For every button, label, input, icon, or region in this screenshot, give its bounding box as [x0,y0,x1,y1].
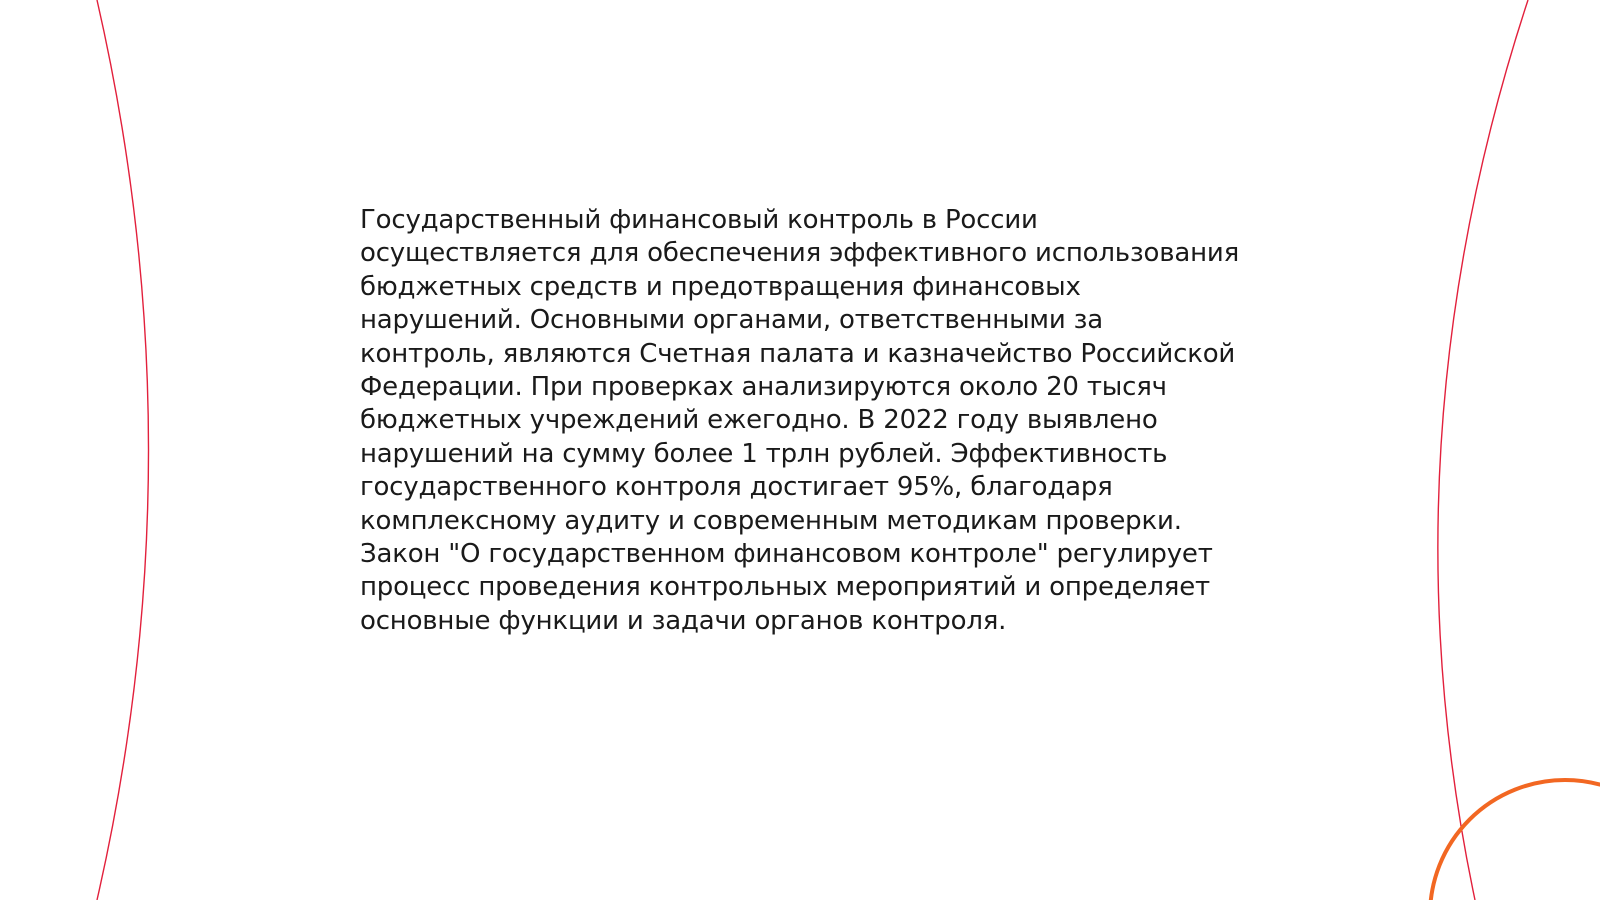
paragraph-line: основные функции и задачи органов контроля. [360,605,1007,636]
paragraph-line: бюджетных учреждений ежегодно. В 2022 году выявлено [360,405,1158,436]
left-curve-line [97,0,149,900]
paragraph-line: Федерации. При проверках анализируются около 20 тысяч [360,372,1167,403]
paragraph-line: процесс проведения контрольных мероприятий и определяет [360,572,1210,603]
paragraph-line: нарушений на сумму более 1 трлн рублей. Эффективность [360,438,1168,469]
paragraph-line: бюджетных средств и предотвращения финансовых [360,271,1081,302]
right-curve-line [1438,0,1528,900]
paragraph-line: Закон "О государственном финансовом контроле" регулирует [360,539,1213,570]
paragraph-line: осуществляется для обеспечения эффективного использования [360,238,1240,269]
paragraph-line: государственного контроля достигает 95%, благодаря [360,472,1113,503]
paragraph-line: Государственный финансовый контроль в России [360,205,1038,235]
paragraph-line: комплексному аудиту и современным методикам проверки. [360,505,1182,536]
main-paragraph [360,204,1260,638]
orange-ring-arc [1430,780,1600,900]
paragraph-line: контроль, являются Счетная палата и казначейство Российской [360,338,1236,369]
paragraph-line: нарушений. Основными органами, ответственными за [360,305,1103,336]
